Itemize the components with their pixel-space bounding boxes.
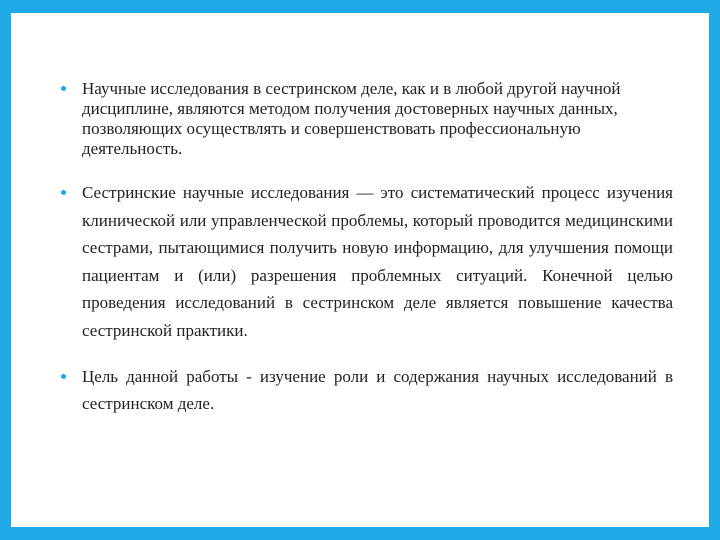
bullet-list [59,79,673,417]
bullet-dot-icon [61,190,66,195]
bullet-text: Цель данной работы - изучение роли и содержания научных исследований в сестринском деле. [82,367,673,413]
bullet-item-research-definition [59,79,673,159]
bullet-dot-icon [61,374,66,379]
bullet-dot-icon [61,86,66,91]
bullet-text: Научные исследования в сестринском деле, как и в любой другой научной дисциплине, являются методом получения достоверных научных данных, позволяющих осуществлять и совершенствовать профессиональную деятельность. [82,79,621,158]
bullet-item-work-goal [59,363,673,417]
bullet-text: Сестринские научные исследования — это систематический процесс изучения клинической или управленческой проблемы, который проводится медицинскими сестрами, пытающимися получить новую информацию, для улучшения помощи пациентам и (или) разрешения проблемных ситуаций. Конечной целью проведения исследований в сестринском деле является повышение качества сестринской практики. [82,183,673,340]
bullet-item-nursing-research [59,179,673,344]
slide-content-area [11,13,709,527]
